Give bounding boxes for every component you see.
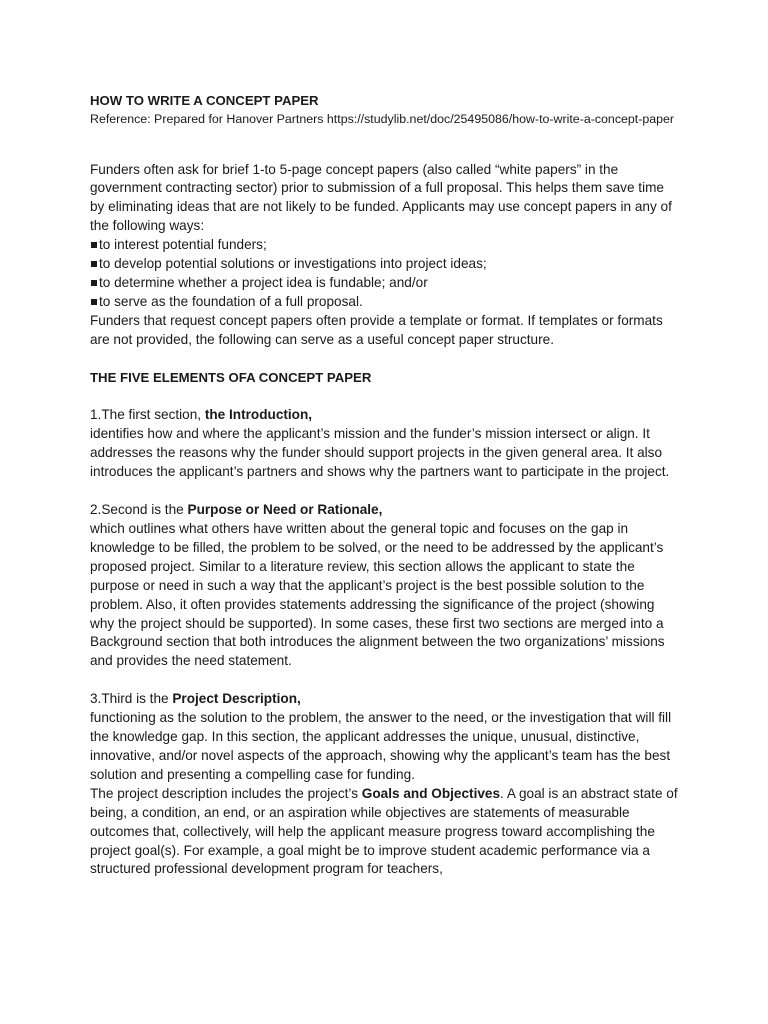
section-1-heading: 1.The first section, the Introduction, [90, 407, 313, 423]
square-bullet-icon [91, 280, 97, 286]
list-item: to develop potential solutions or investigations into project ideas; [90, 255, 682, 274]
section-3-goals-paragraph: The project description includes the project’s Goals and Objectives. A goal is an abstract state of being, a condition, an end, or an aspiration while objectives are statements of measurable outcomes that, collectively, will help the applicant measure progress toward accomplishing the project goal(s). For example, a goal might be to improve student academic performance via a structured professional development program for teachers, [90, 785, 678, 877]
list-item: to determine whether a project idea is fundable; and/or [90, 274, 682, 293]
intro-closing-paragraph: Funders that request concept papers often provide a template or format. If templates or formats are not provided, the following can serve as a useful concept paper structure. [90, 312, 663, 347]
square-bullet-icon [91, 299, 97, 305]
spacer [90, 350, 682, 369]
square-bullet-icon [91, 261, 97, 267]
usage-list [90, 236, 682, 312]
document-body [90, 92, 682, 879]
section-3-body: functioning as the solution to the problem, the answer to the need, or the investigation that will fill the knowledge gap. In this section, the applicant addresses the unique, unusual, distinctive, innovative, and/or novel aspects of the approach, showing why the applicant’s team has the best solution and presenting a compelling case for funding. [90, 710, 672, 782]
intro-paragraph: Funders often ask for brief 1-to 5-page concept papers (also called “white papers” in the government contracting sector) prior to submission of a full proposal. This helps them save time by eliminating ideas that are not likely to be funded. Applicants may use concept papers in any of the following ways: [90, 161, 672, 234]
section-2-body: which outlines what others have written about the general topic and focuses on the gap in knowledge to be filled, the problem to be solved, or the need to be addressed by the applicant’s proposed project. Similar to a literature review, this section allows the applicant to state the purpose or need in such a way that the applicant’s project is the best possible solution to the problem. Also, it often provides statements addressing the significance of the project (showing why the project should be supported). In some cases, these first two sections are merged into a Background section that both introduces the alignment between the two organizations’ missions and provides the need statement. [90, 521, 665, 669]
spacer [90, 129, 682, 161]
list-item: to serve as the foundation of a full proposal. [90, 293, 682, 312]
section-2-heading: 2.Second is the Purpose or Need or Rationale, [90, 502, 383, 518]
section-3-heading: 3.Third is the Project Description, [90, 691, 301, 707]
reference-line: Reference: Prepared for Hanover Partners https://studylib.net/doc/25495086/how-to-write-a-concept-paper [90, 111, 675, 126]
document-title: HOW TO WRITE A CONCEPT PAPER [90, 93, 319, 108]
square-bullet-icon [91, 242, 97, 248]
spacer [90, 482, 682, 501]
elements-heading: THE FIVE ELEMENTS OFA CONCEPT PAPER [90, 369, 372, 385]
spacer [90, 387, 682, 406]
spacer [90, 671, 682, 690]
section-1-body: identifies how and where the applicant’s mission and the funder’s mission intersect or align. It addresses the reasons why the funder should support projects in the given general area. It also introduces the applicant’s partners and shows why the partners want to participate in the project. [90, 426, 670, 480]
list-item: to interest potential funders; [90, 236, 682, 255]
